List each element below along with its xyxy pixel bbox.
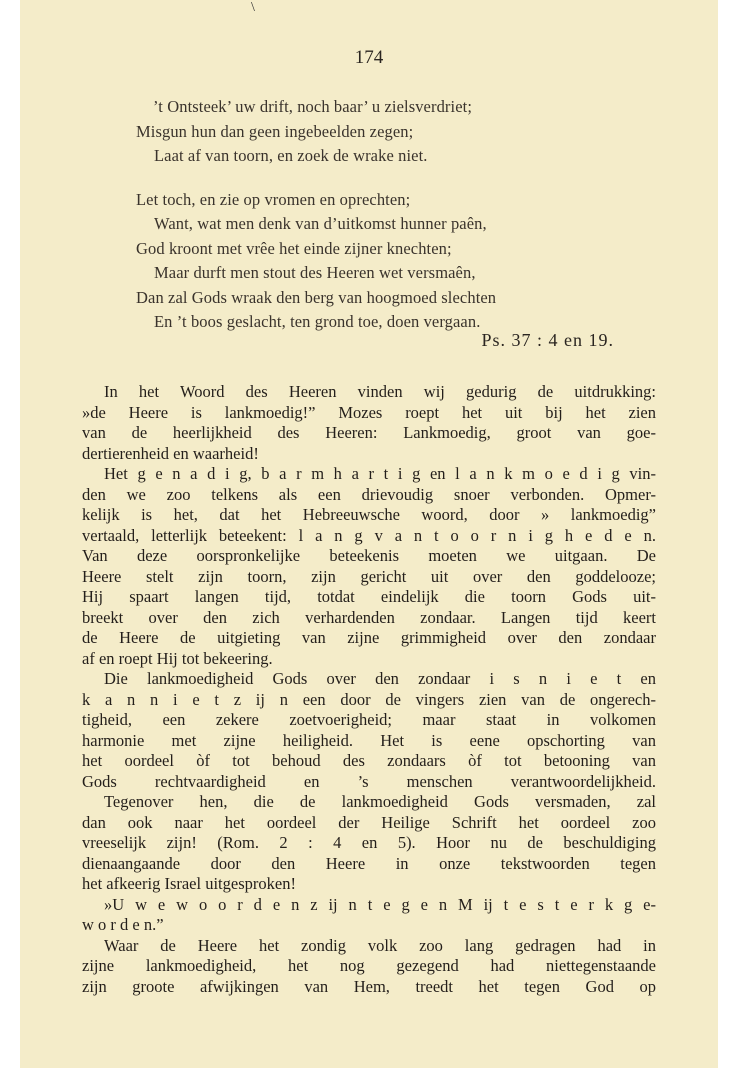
verse-line: God kroont met vrêe het einde zijner knechten; bbox=[136, 238, 452, 258]
verse-line: En ’t boos geslacht, ten grond toe, doen vergaan. bbox=[154, 312, 481, 331]
text-line: dan ook naar het oordeel der Heilige Schrift het oordeel zoo bbox=[82, 812, 656, 832]
poem-stanza-2 bbox=[20, 188, 718, 335]
text-line: k a n n i e t z ij n een door de vingers zien van de ongerech- bbox=[82, 689, 656, 709]
text-line: vreeselijk zijn! (Rom. 2 : 4 en 5). Hoor nu de beschuldiging bbox=[82, 833, 656, 852]
text-line: het oordeel òf tot behoud des zondaars òf tot betooning van bbox=[82, 751, 656, 770]
text-line: zijn groote afwijkingen van Hem, treedt het tegen God op bbox=[82, 976, 656, 996]
verse-line: ’t Ontsteek’ uw drift, noch baar’ u zielsverdriet; bbox=[153, 97, 472, 116]
book-page bbox=[20, 0, 718, 1068]
text-line: harmonie met zijne heiligheid. Het is eene opschorting van bbox=[82, 730, 656, 750]
text-line: zijne lankmoedigheid, het nog gezegend had niettegenstaande bbox=[82, 956, 656, 975]
text-line: Tegenover hen, die de lankmoedigheid Gods versmaden, zal bbox=[104, 792, 656, 811]
text-line: »de Heere is lankmoedig!” Mozes roept het uit bij het zien bbox=[82, 402, 656, 422]
verse-line: Dan zal Gods wraak den berg van hoogmoed slechten bbox=[136, 287, 497, 307]
text-line: »U w e w o o r d e n z ij n t e g e n M ij t e s t e r k g e- bbox=[104, 894, 656, 914]
text-line: breekt over den zich verhardenden zondaar. Langen tijd keert bbox=[82, 607, 656, 627]
text-line: Die lankmoedigheid Gods over den zondaar i s n i e t en bbox=[104, 669, 656, 688]
text-line: van de heerlijkheid des Heeren: Lankmoedig, groot van goe- bbox=[82, 423, 656, 442]
text-line: In het Woord des Heeren vinden wij gedurig de uitdrukking: bbox=[104, 382, 656, 401]
text-line: het afkeerig Israel uitgesproken! bbox=[82, 874, 296, 893]
verse-line: Misgun hun dan geen ingebeelden zegen; bbox=[136, 121, 414, 141]
text-line: den we zoo telkens als een drievoudig snoer verbonden. Opmer- bbox=[82, 484, 656, 504]
poem-stanza-1 bbox=[20, 95, 718, 169]
text-line: dienaangaande door den Heere in onze tekstwoorden tegen bbox=[82, 853, 656, 873]
verse-line: Maar durft men stout des Heeren wet versmaên, bbox=[154, 263, 476, 282]
text-line: af en roept Hij tot bekeering. bbox=[82, 648, 273, 668]
text-line: Het g e n a d i g, b a r m h a r t i g en l a n k m o e d i g vin- bbox=[104, 464, 656, 483]
text-line: kelijk is het, dat het Hebreeuwsche woord, door » lankmoedig” bbox=[82, 505, 656, 524]
text-line: Hij spaart langen tijd, totdat eindelijk die toorn Gods uit- bbox=[82, 587, 656, 606]
body-text bbox=[82, 382, 656, 997]
text-line: de Heere de uitgieting van zijne grimmigheid over den zondaar bbox=[82, 628, 656, 647]
text-line: w o r d e n.” bbox=[82, 915, 164, 934]
top-mark: \ bbox=[251, 0, 255, 15]
scripture-reference: Ps. 37 : 4 en 19. bbox=[481, 330, 614, 350]
text-line: Van deze oorspronkelijke beteekenis moeten we uitgaan. De bbox=[82, 546, 656, 565]
text-line: Gods rechtvaardigheid en ’s menschen verantwoordelijkheid. bbox=[82, 771, 656, 791]
text-line: vertaald, letterlijk beteekent: l a n g v a n t o o r n i g h e d e n. bbox=[82, 525, 656, 545]
verse-line: Want, wat men denk van d’uitkomst hunner paên, bbox=[154, 214, 487, 233]
text-line: dertierenheid en waarheid! bbox=[82, 443, 259, 463]
text-line: Waar de Heere het zondig volk zoo lang gedragen had in bbox=[104, 935, 656, 955]
page-number: 174 bbox=[354, 47, 384, 68]
verse-line: Let toch, en zie op vromen en oprechten; bbox=[136, 189, 411, 209]
verse-line: Laat af van toorn, en zoek de wrake niet. bbox=[154, 146, 428, 165]
text-line: tigheid, een zekere zoetvoerigheid; maar staat in volkomen bbox=[82, 710, 656, 729]
poem bbox=[20, 95, 718, 335]
text-line: Heere stelt zijn toorn, zijn gericht uit over den goddelooze; bbox=[82, 566, 656, 586]
